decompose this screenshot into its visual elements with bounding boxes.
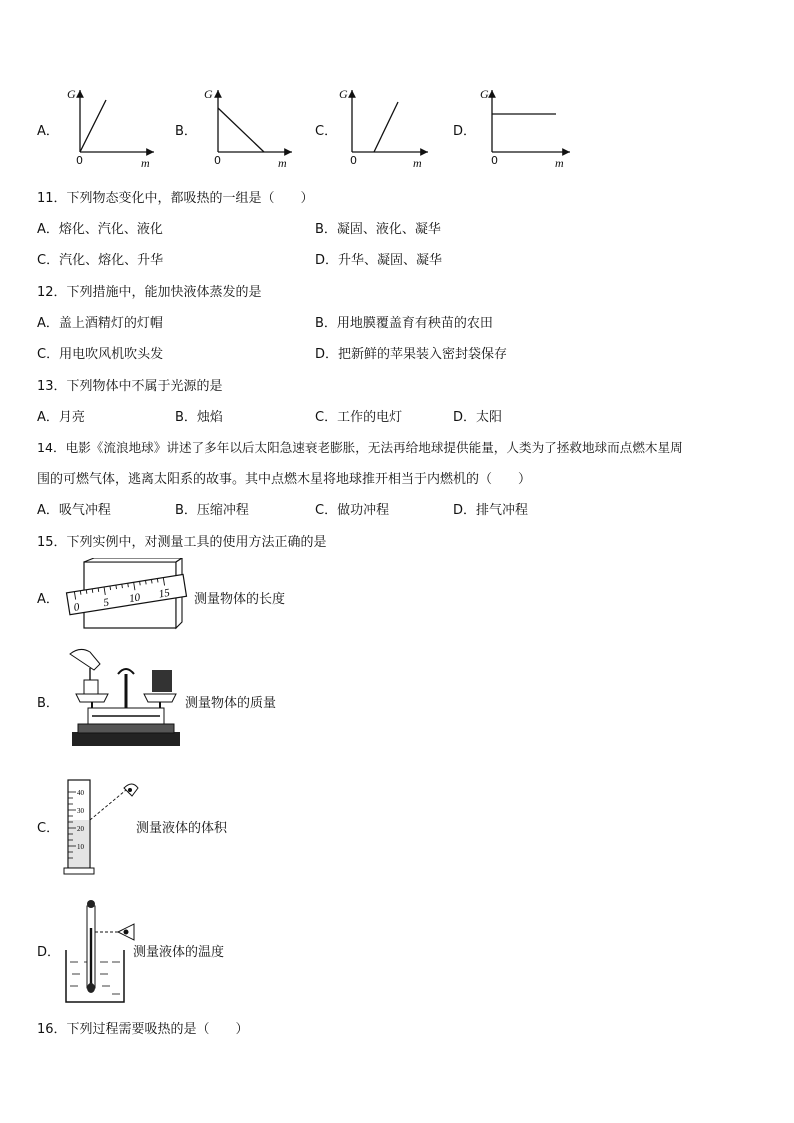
q15-option-b-caption: 测量物体的质量 [185, 696, 277, 711]
graph-b-letter: B． [175, 124, 197, 139]
q15-option-c-letter: C． [37, 821, 60, 836]
q14-option-c: C．做功冲程 [315, 503, 390, 518]
ruler-tick-5: 5 [102, 596, 110, 610]
q13-option-b: B．烛焰 [175, 410, 223, 425]
graph-c-origin: 0 [350, 154, 357, 167]
q15-option-c-caption: 测量液体的体积 [136, 821, 228, 836]
graph-b-origin: 0 [214, 154, 221, 167]
cylinder-tick-10: 10 [77, 843, 84, 851]
q12-option-d: D．把新鲜的苹果装入密封袋保存 [315, 347, 508, 362]
q15-option-d-caption: 测量液体的温度 [133, 945, 225, 960]
q14-option-a: A．吸气冲程 [37, 503, 111, 518]
graph-d-x-label: m [555, 156, 564, 170]
graph-a-y-label: G [67, 87, 76, 101]
ruler-tick-0: 0 [73, 601, 81, 614]
question-16-stem: 16．下列过程需要吸热的是（ ） [37, 1022, 249, 1037]
cylinder-tick-30: 30 [77, 807, 84, 815]
graph-a-x-label: m [141, 156, 150, 170]
question-14-stem-line-2: 围的可燃气体，逃离太阳系的故事。其中点燃木星将地球推开相当于内燃机的（ ） [37, 472, 532, 487]
measuring-cylinder-illustration [62, 778, 142, 880]
graph-c-x-label: m [413, 156, 422, 170]
ruler-tick-10: 10 [128, 591, 142, 606]
q15-option-d-letter: D． [37, 945, 61, 960]
q12-option-b: B．用地膜覆盖育有秧苗的农田 [315, 316, 493, 331]
cylinder-tick-40: 40 [77, 789, 84, 797]
thermometer-beaker-illustration [62, 898, 142, 1006]
q11-option-c: C．汽化、熔化、升华 [37, 253, 164, 268]
question-15-stem: 15．下列实例中，对测量工具的使用方法正确的是 [37, 535, 327, 550]
q13-option-c: C．工作的电灯 [315, 410, 403, 425]
q15-option-b-letter: B． [37, 696, 59, 711]
graph-d-origin: 0 [491, 154, 498, 167]
q11-option-a: A．熔化、汽化、液化 [37, 222, 163, 237]
graph-c-y-label: G [339, 87, 348, 101]
ruler-tick-15: 15 [157, 586, 171, 601]
question-12-stem: 12．下列措施中，能加快液体蒸发的是 [37, 285, 262, 300]
q14-option-b: B．压缩冲程 [175, 503, 249, 518]
cylinder-tick-20: 20 [77, 825, 84, 833]
question-13-stem: 13．下列物体中不属于光源的是 [37, 379, 223, 394]
q11-option-d: D．升华、凝固、凝华 [315, 253, 443, 268]
q12-option-c: C．用电吹风机吹头发 [37, 347, 164, 362]
graph-a-origin: 0 [76, 154, 83, 167]
q13-option-a: A．月亮 [37, 410, 85, 425]
question-11-stem: 11．下列物态变化中，都吸热的一组是（ ） [37, 191, 314, 206]
graph-b-x-label: m [278, 156, 287, 170]
q15-option-a-letter: A． [37, 592, 59, 607]
q14-option-d: D．排气冲程 [453, 503, 529, 518]
balance-scale-illustration [66, 644, 186, 750]
q15-option-a-caption: 测量物体的长度 [194, 592, 286, 607]
graph-d-y-label: G [480, 87, 489, 101]
ruler-measuring-illustration [64, 558, 188, 636]
graph-d-letter: D． [453, 124, 477, 139]
q12-option-a: A．盖上酒精灯的灯帽 [37, 316, 163, 331]
graph-a-letter: A． [37, 124, 59, 139]
question-14-stem-line-1: 14．电影《流浪地球》讲述了多年以后太阳急速衰老膨胀，无法再给地球提供能量，人类为了拯救地球而点燃木星周 [37, 440, 683, 455]
graph-c-letter: C． [315, 124, 338, 139]
graph-b-y-label: G [204, 87, 213, 101]
q13-option-d: D．太阳 [453, 410, 503, 425]
q11-option-b: B．凝固、液化、凝华 [315, 222, 441, 237]
